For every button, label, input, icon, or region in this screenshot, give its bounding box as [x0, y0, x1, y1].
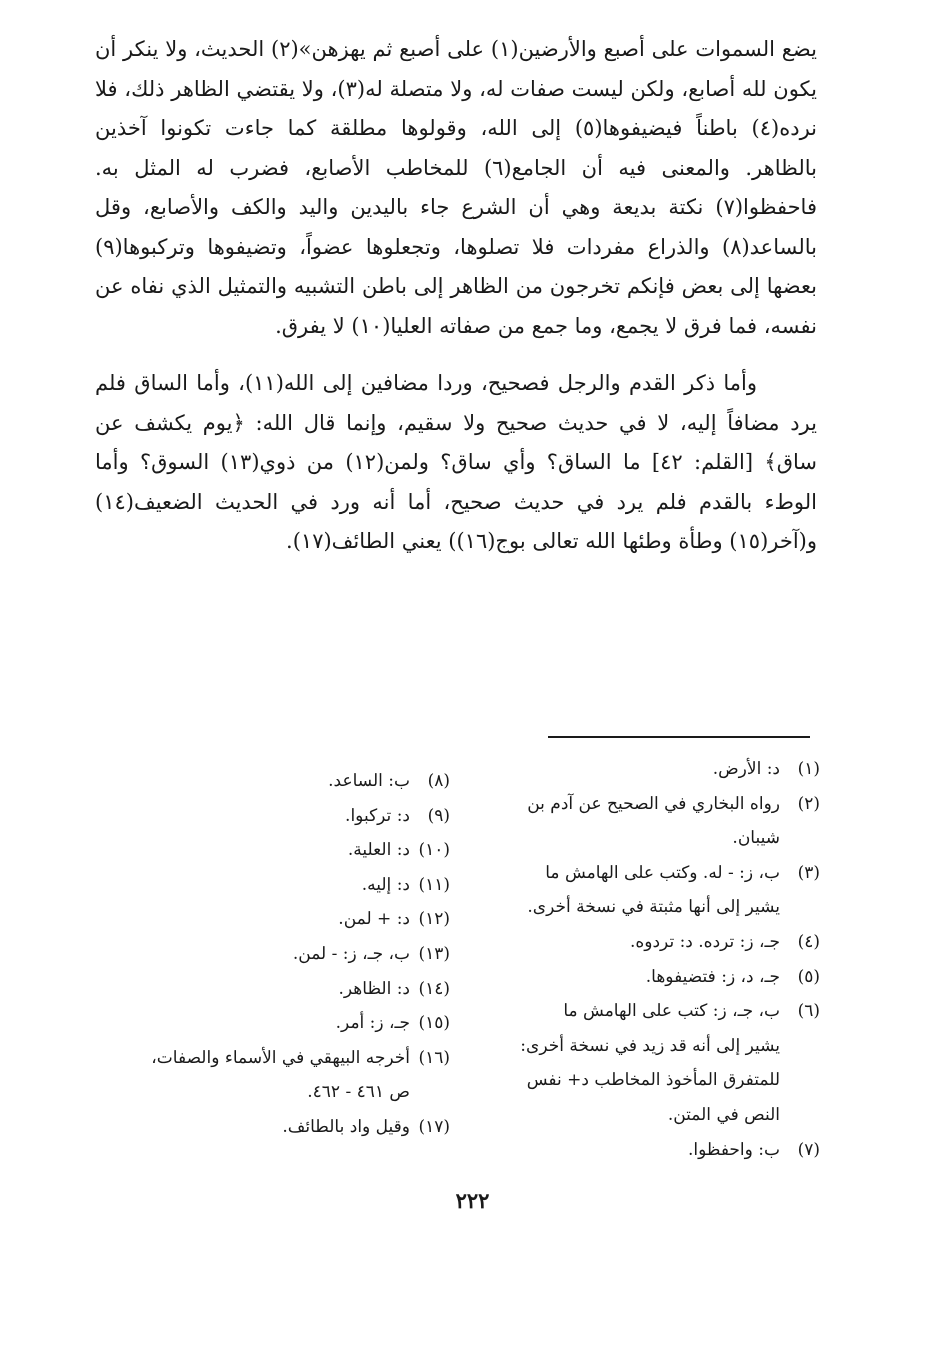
footnote-15 [120, 1006, 450, 1041]
footnote-text: د: + لمن. [338, 909, 410, 930]
footnote-continuation: شيبان. [732, 828, 780, 849]
footnote-continuation: يشير إلى أنها مثبتة في نسخة أخرى. [527, 897, 780, 918]
footnote-text: ب، ز: - له. وكتب على الهامش ما [545, 862, 780, 883]
footnotes-left-column [120, 764, 450, 1145]
page-number: ٢٢٢ [455, 1188, 490, 1213]
footnote-text: أخرجه البيهقي في الأسماء والصفات، [151, 1047, 410, 1068]
footnote-number: (٨) [427, 771, 450, 791]
footnote-number: (١٧) [418, 1116, 450, 1137]
footnote-text: وقيل واد بالطائف. [282, 1116, 410, 1137]
footnote-16 [120, 1041, 450, 1110]
footnote-number: (٩) [427, 805, 450, 826]
footnote-6 [500, 994, 820, 1132]
footnote-17 [120, 1110, 450, 1145]
footnote-number: (١٥) [418, 1013, 450, 1034]
footnote-continuation: ص ٤٦١ - ٤٦٢. [307, 1082, 410, 1103]
footnote-number: (١٣) [418, 943, 450, 964]
main-text [95, 30, 817, 562]
footnote-continuation: يشير إلى أنه قد زيد في نسخة أخرى: للمتفرق المأخوذ المخاطب د+ نفس النص في المتن. [520, 1035, 780, 1125]
footnote-1 [500, 752, 820, 787]
footnote-number: (٥) [797, 966, 820, 987]
footnote-11 [120, 868, 450, 903]
footnote-number: (١٠) [418, 840, 450, 861]
footnote-number: (٣) [797, 862, 820, 883]
footnote-number: (٦) [797, 1001, 820, 1022]
footnote-13 [120, 937, 450, 972]
footnote-text: د: الظاهر. [338, 978, 410, 999]
footnote-8 [120, 764, 450, 799]
footnote-7 [500, 1133, 820, 1168]
footnote-text: رواه البخاري في الصحيح عن آدم بن [527, 793, 780, 814]
paragraph-2: وأما ذكر القدم والرجل فصحيح، وردا مضافين إلى الله(١١)، وأما الساق فلم يرد مضافاً إليه، لا في حديث صحيح ولا سقيم، وإنما قال الله: ﴿يوم يكشف عن ساق﴾ [القلم: ٤٢] ما الساق؟ وأي ساق؟ ولمن(١٢) من ذوي(١٣) السوق؟ وأما الوطء بالقدم فلم يرد في حديث صحيح، أما أنه ورد في الحديث الضعيف(١٤) و(آخر(١٥) وطأة وطئها الله تعالى بوج(١٦)) يعني الطائف(١٧). [95, 371, 818, 553]
footnote-number: (١٦) [418, 1047, 450, 1068]
footnote-separator-rule [548, 736, 810, 738]
footnote-text: جـ، ز: أمر. [335, 1013, 410, 1034]
footnote-text: ب، جـ، ز: - لمن. [292, 943, 410, 964]
footnote-number: (٢) [797, 793, 820, 814]
footnote-text: د: إليه. [361, 874, 410, 895]
footnote-text: ب: واحفظوا. [687, 1139, 780, 1160]
footnote-10 [120, 833, 450, 868]
footnote-12 [120, 902, 450, 937]
footnote-text: ب: الساعد. [328, 771, 410, 791]
footnote-5 [500, 960, 820, 995]
footnote-number: (١٤) [418, 978, 450, 999]
footnote-14 [120, 972, 450, 1007]
footnote-text: جـ، د، ز: فتضيفوها. [645, 966, 780, 987]
footnote-text: د: الأرض. [712, 759, 780, 779]
footnote-text: ب، جـ، ز: كتب على الهامش ما [563, 1001, 780, 1022]
footnote-2 [500, 787, 820, 856]
footnote-number: (٧) [797, 1139, 820, 1160]
footnote-number: (١) [797, 759, 820, 779]
footnote-text: د: العلية. [347, 840, 410, 861]
footnote-text: د: تركبوا. [345, 805, 410, 826]
footnote-number: (١١) [418, 874, 450, 895]
footnote-number: (١٢) [418, 909, 450, 930]
footnotes-right-column [500, 752, 820, 1167]
paragraph-1: يضع السموات على أصبع والأرضين(١) على أصبع ثم يهزهن»(٢) الحديث، ولا ينكر أن يكون لله أصابع، ولكن ليست صفات له، ولا متصلة له(٣)، ولا يقتضي الظاهر ذلك، فلا نرده(٤) باطناً فيضيفوها(٥) إلى الله، وقولوها مطلقة كما جاءت تكونوا آخذين بالظاهر. والمعنى فيه أن الجامع(٦) للمخاطب الأصابع، فضرب له المثل به. فاحفظوا(٧) نكتة بديعة وهي أن الشرع جاء باليدين واليد والكف والأصابع، وقل بالساعد(٨) والذراع مفردات فلا تصلوها، وتجعلوها عضواً، وتضيفوها وتركبوها(٩) بعضها إلى بعض فإنكم تخرجون من الظاهر إلى باطن التشبيه والتمثيل الذي نفاه عن نفسه، فما فرق لا يجمع، وما جمع من صفاته العليا(١٠) لا يفرق. [95, 37, 817, 338]
footnote-3 [500, 856, 820, 925]
footnote-text: جـ، ز: ترده. د: تردوه. [629, 931, 780, 952]
footnote-9 [120, 799, 450, 834]
footnote-4 [500, 925, 820, 960]
footnote-number: (٤) [797, 931, 820, 952]
